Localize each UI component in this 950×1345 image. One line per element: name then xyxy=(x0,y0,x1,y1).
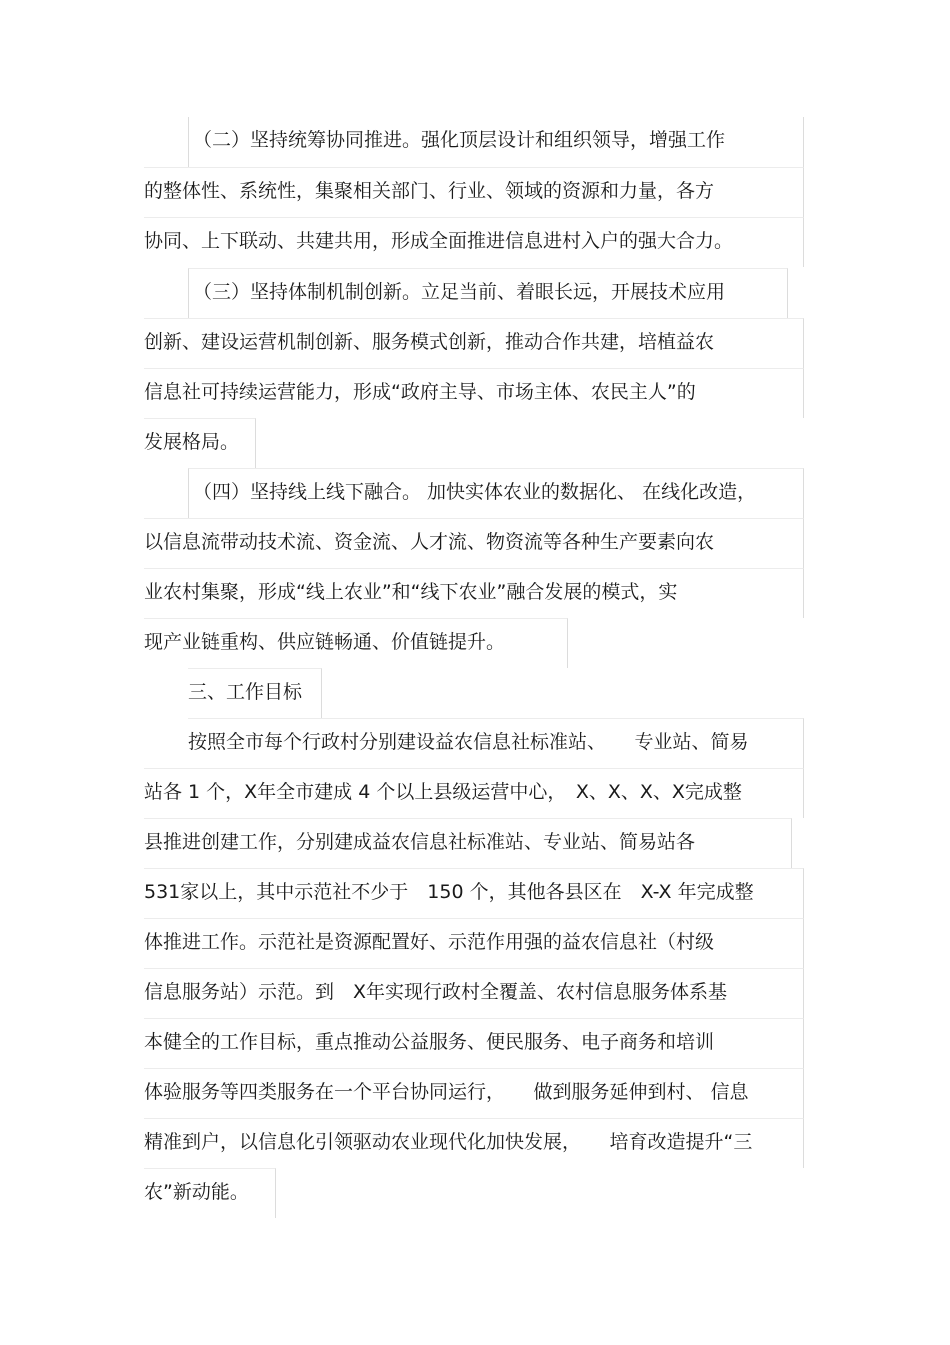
para-4-line-4: 现产业链重构、供应链畅通、价值链提升。 xyxy=(144,618,568,668)
section-heading-work-goals: 三、工作目标 xyxy=(188,668,322,718)
para-5-line-8: 体验服务等四类服务在一个平台协同运行， 做到服务延伸到村、 信息 xyxy=(144,1068,804,1118)
para-3-line-3: 信息社可持续运营能力，形成“政府主导、市场主体、农民主人”的 xyxy=(144,368,804,418)
para-5-line-9: 精准到户，以信息化引领驱动农业现代化加快发展， 培育改造提升“三 xyxy=(144,1118,804,1168)
para-2-line-1: （二）坚持统筹协同推进。强化顶层设计和组织领导，增强工作 xyxy=(188,117,804,167)
para-2-line-3: 协同、上下联动、共建共用，形成全面推进信息进村入户的强大合力。 xyxy=(144,217,804,267)
para-3-line-4: 发展格局。 xyxy=(144,418,256,468)
para-5-line-4: 531家以上，其中示范社不少于 150 个，其他各县区在 X-X 年完成整 xyxy=(144,868,804,918)
para-4-line-3: 业农村集聚，形成“线上农业”和“线下农业”融合发展的模式，实 xyxy=(144,568,804,618)
para-5-line-5: 体推进工作。示范社是资源配置好、示范作用强的益农信息社（村级 xyxy=(144,918,804,968)
para-5-line-7: 本健全的工作目标，重点推动公益服务、便民服务、电子商务和培训 xyxy=(144,1018,804,1068)
para-5-line-2: 站各 1 个，X年全市建成 4 个以上县级运营中心， X、X、X、X完成整 xyxy=(144,768,804,818)
para-4-line-1: （四）坚持线上线下融合。 加快实体农业的数据化、 在线化改造， xyxy=(188,468,804,518)
para-5-line-10: 农”新动能。 xyxy=(144,1168,276,1218)
para-2-line-2: 的整体性、系统性，集聚相关部门、行业、领域的资源和力量，各方 xyxy=(144,167,804,217)
para-4-line-2: 以信息流带动技术流、资金流、人才流、物资流等各种生产要素向农 xyxy=(144,518,804,568)
para-5-line-6: 信息服务站）示范。到 X年实现行政村全覆盖、农村信息服务体系基 xyxy=(144,968,804,1018)
para-5-line-1: 按照全市每个行政村分别建设益农信息社标准站、 专业站、简易 xyxy=(188,718,804,768)
para-3-line-2: 创新、建设运营机制创新、服务模式创新，推动合作共建，培植益农 xyxy=(144,318,804,368)
para-5-line-3: 县推进创建工作，分别建成益农信息社标准站、专业站、简易站各 xyxy=(144,818,792,868)
para-3-line-1: （三）坚持体制机制创新。立足当前、着眼长远，开展技术应用 xyxy=(188,268,788,318)
